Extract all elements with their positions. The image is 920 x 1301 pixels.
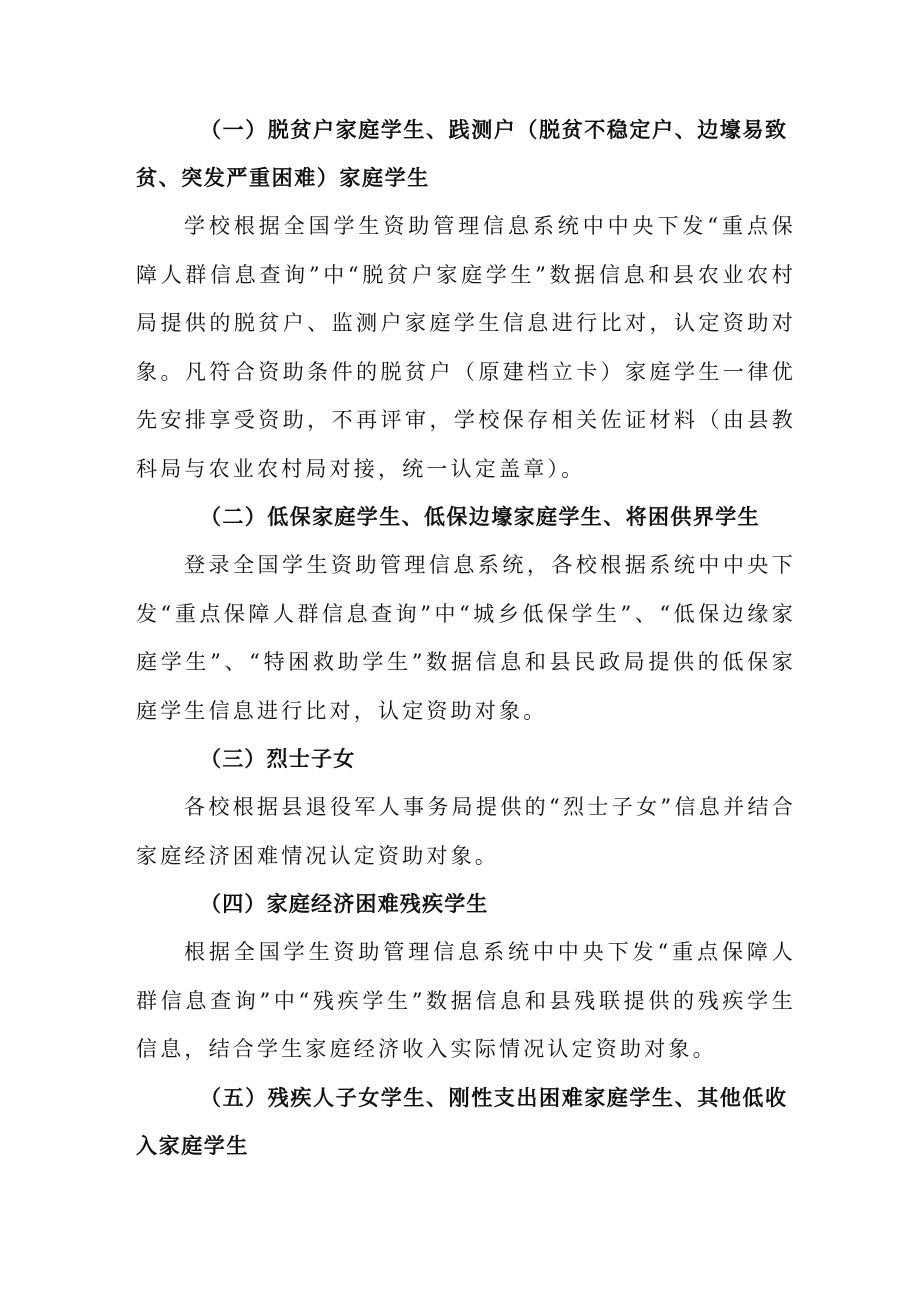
section-1-body: 学校根据全国学生资助管理信息系统中中央下发“重点保障人群信息查询”中“脱贫户家庭学生”数据信息和县农业农村局提供的脱贫户、监测户家庭学生信息进行比对，认定资助对象。凡符合资助条件的脱贫户（原建档立卡）家庭学生一律优先安排享受资助，不再评审，学校保存相关佐证材料（由县教科局与农业农村局对接，统一认定盖章）。 bbox=[136, 214, 796, 481]
document-page bbox=[136, 106, 796, 1170]
section-4-heading: （四）家庭经济困难残疾学生 bbox=[200, 892, 489, 916]
section-2-body: 登录全国学生资助管理信息系统，各校根据系统中中央下发“重点保障人群信息查询”中“城乡低保学生”、“低保边缘家庭学生”、“特困救助学生”数据信息和县民政局提供的低保家庭学生信息进行比对，认定资助对象。 bbox=[136, 553, 796, 723]
section-1-heading: （一）脱贫户家庭学生、践测户（脱贫不稳定户、边壕易致贫、突发严重困难）家庭学生 bbox=[136, 118, 788, 190]
section-2-heading: （二）低保家庭学生、低保边壕家庭学生、将困供界学生 bbox=[200, 505, 760, 529]
section-3-body: 各校根据县退役军人事务局提供的“烈士子女”信息并结合家庭经济困难情况认定资助对象。 bbox=[136, 795, 796, 868]
section-3-heading: （三）烈士子女 bbox=[200, 747, 356, 771]
section-5-heading: （五）残疾人子女学生、刚性支出困难家庭学生、其他低收入家庭学生 bbox=[136, 1085, 788, 1158]
section-4-body: 根据全国学生资助管理信息系统中中央下发“重点保障人群信息查询”中“残疾学生”数据信息和县残联提供的残疾学生信息，结合学生家庭经济收入实际情况认定资助对象。 bbox=[136, 940, 796, 1061]
